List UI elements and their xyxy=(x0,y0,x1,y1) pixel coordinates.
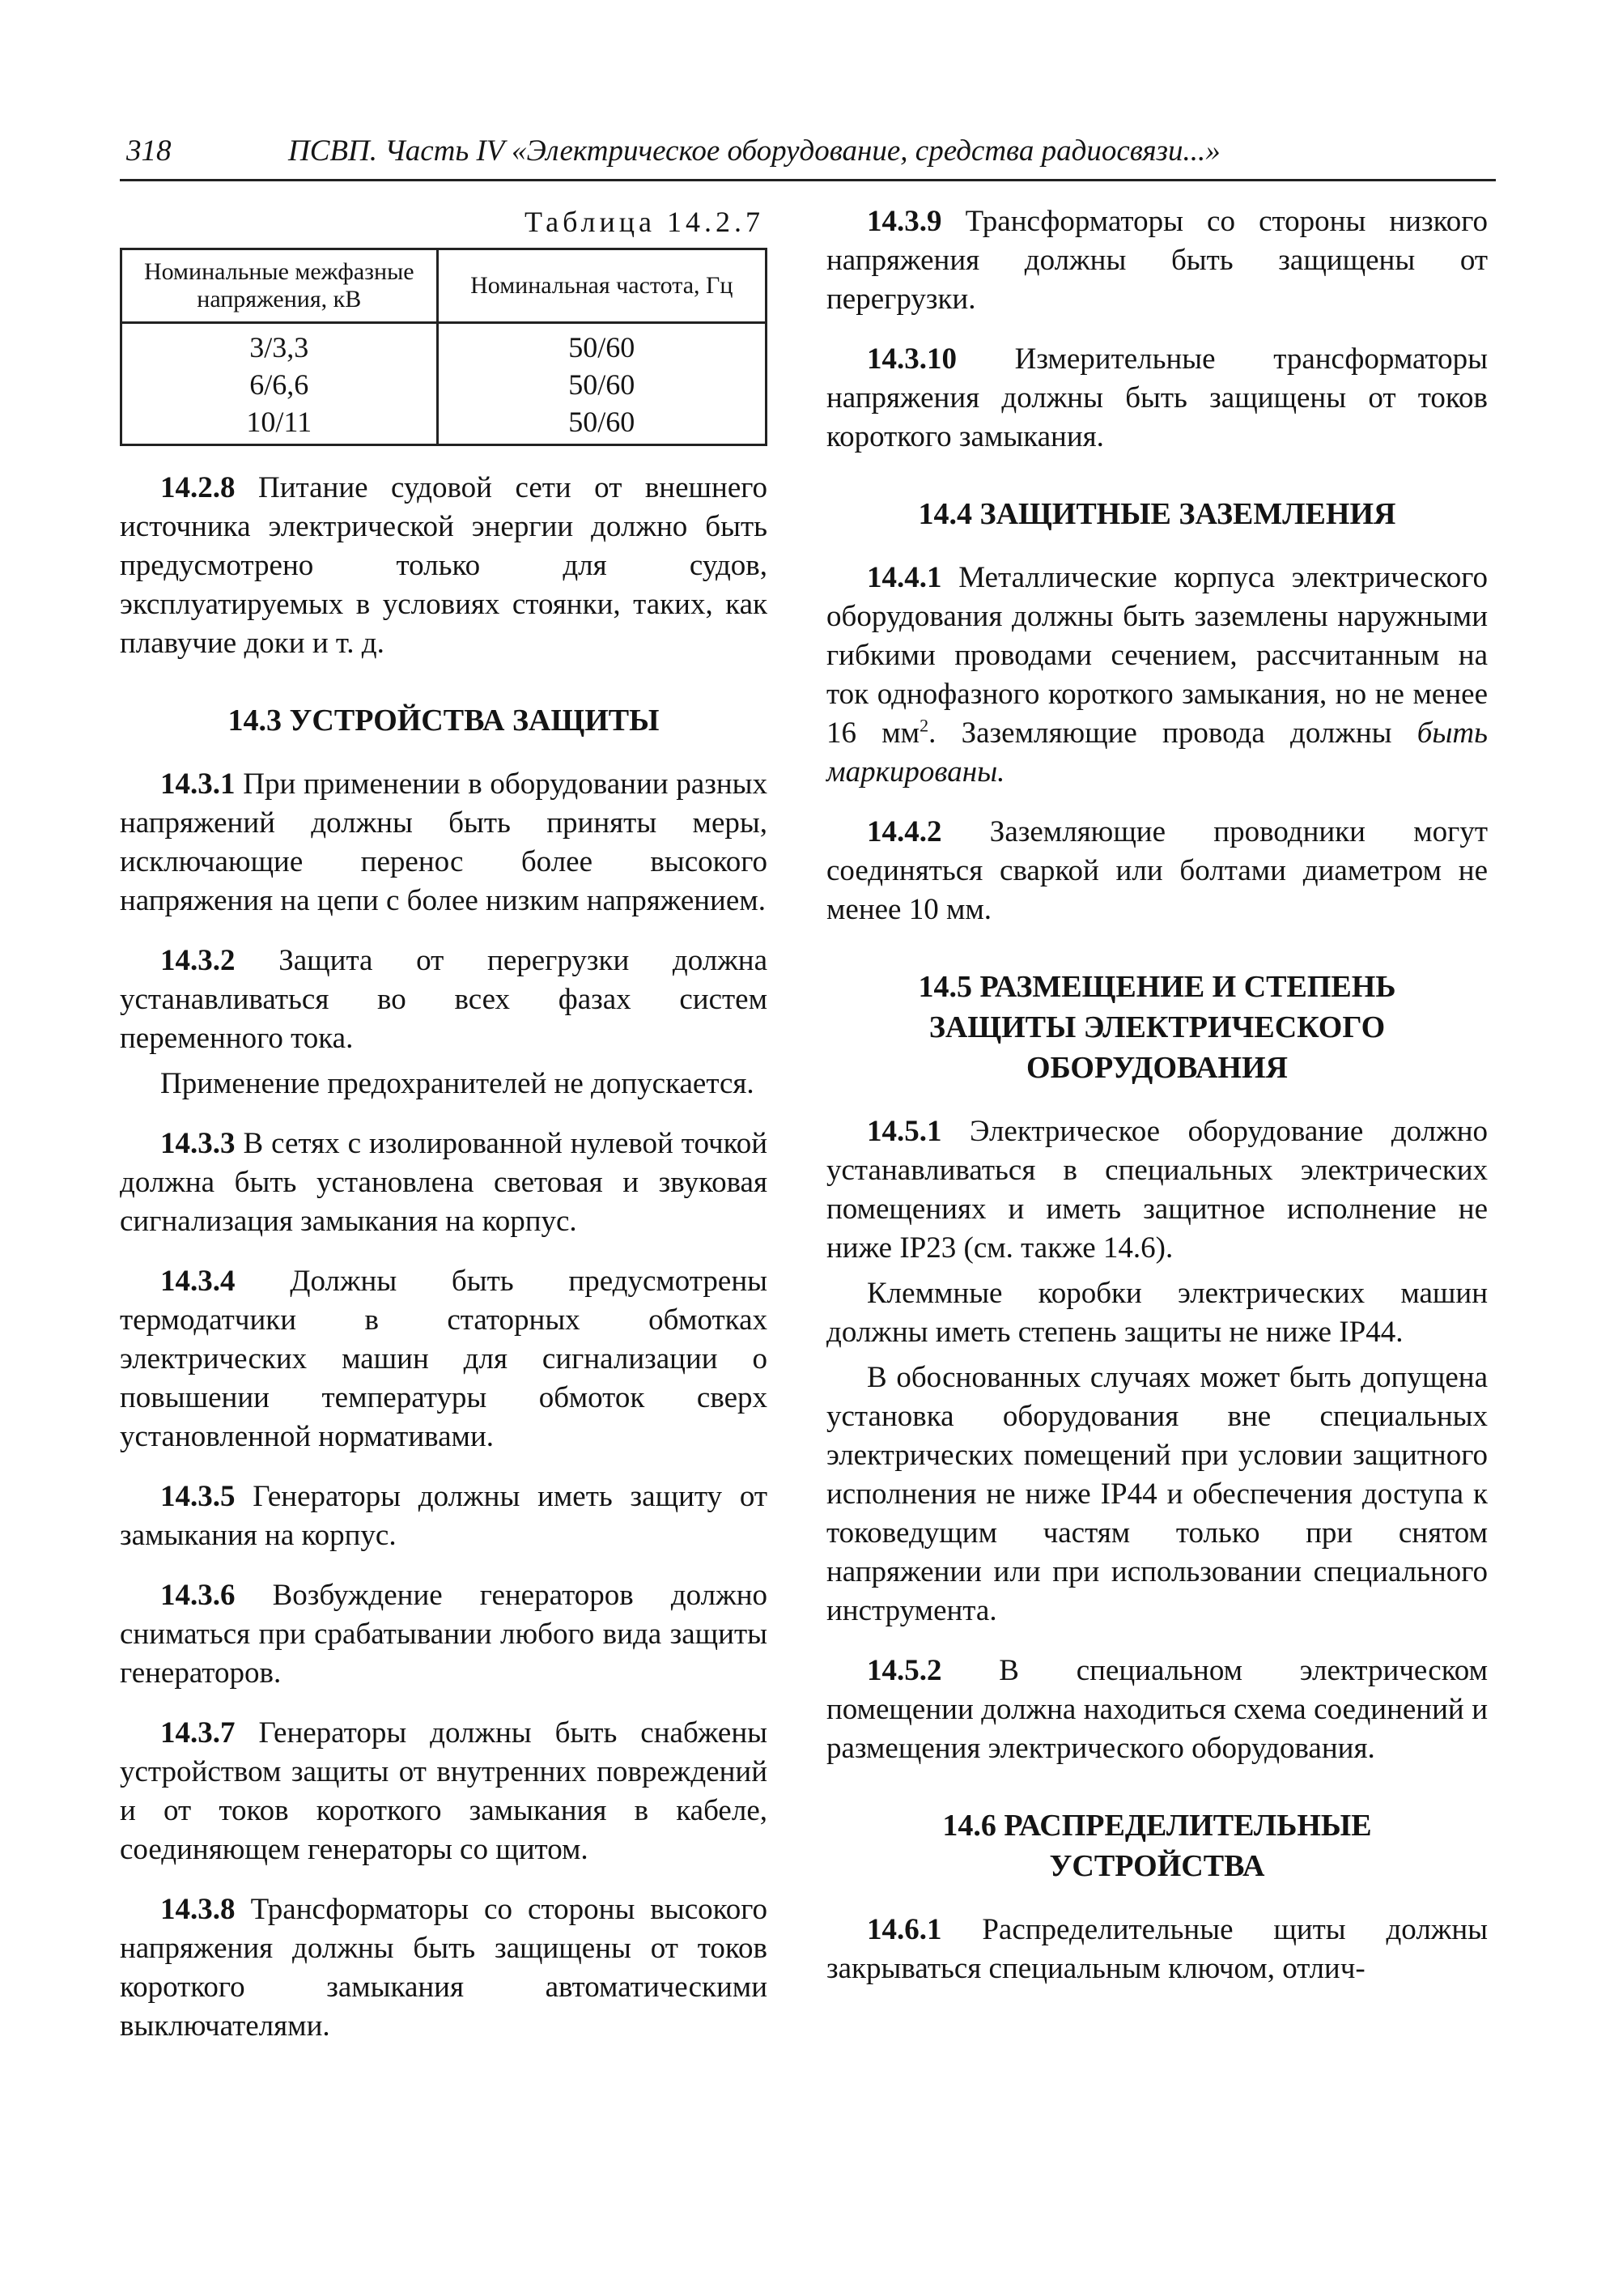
paragraph xyxy=(826,1358,1488,1631)
paragraph-text: Питание судовой сети от внешнего источника электрической энергии должно быть предусмотрено только для судов, эксплуатируемых в условиях стоянки, таких, как плавучие доки и т. д. xyxy=(120,471,767,660)
clause-number: 14.3.10 xyxy=(867,342,957,376)
paragraph-text: Применение предохранителей не допускается. xyxy=(160,1067,754,1100)
paragraph xyxy=(120,942,767,1058)
table-cell: 50/60 xyxy=(437,366,766,403)
paragraph-text: Генераторы должны быть снабжены устройством защиты от внутренних повреждений и от токов короткого замыкания в кабеле, соединяющем генераторы со щитом. xyxy=(120,1716,767,1866)
paragraph xyxy=(826,559,1488,792)
table-cell: 50/60 xyxy=(437,403,766,445)
clause-number: 14.6.1 xyxy=(867,1913,942,1946)
italic-text: быть маркированы. xyxy=(826,716,1488,789)
paragraph xyxy=(826,1911,1488,1988)
paragraph xyxy=(120,1890,767,2046)
page-number: 318 xyxy=(126,134,172,168)
paragraph-text: В специальном электрическом помещении должна находиться схема соединений и размещения электрического оборудования. xyxy=(826,1654,1488,1765)
clause-number: 14.3.4 xyxy=(160,1265,236,1298)
table-row xyxy=(121,366,767,403)
paragraph xyxy=(120,1262,767,1456)
running-header xyxy=(120,134,1496,181)
clause-number: 14.3.6 xyxy=(160,1579,236,1612)
paragraph xyxy=(826,1274,1488,1352)
paragraph xyxy=(826,1652,1488,1768)
paragraph xyxy=(120,1065,767,1103)
paragraph-text: Распределительные щиты должны закрываться специальным ключом, отлич- xyxy=(826,1913,1489,1985)
clause-number: 14.3.1 xyxy=(160,767,236,801)
paragraph xyxy=(826,340,1488,457)
paragraph xyxy=(826,202,1488,319)
left-text-flow xyxy=(120,469,767,2046)
paragraph-text: При применении в оборудовании разных напряжений должны быть приняты меры, исключающие перенос более высокого напряжения на цепи с более низким напряжением. xyxy=(120,767,767,917)
paragraph xyxy=(120,1478,767,1555)
clause-number: 14.4.2 xyxy=(867,815,942,848)
paragraph-text: В сетях с изолированной нулевой точкой должна быть установлена световая и звуковая сигнализация замыкания на корпус. xyxy=(120,1127,767,1238)
clause-number: 14.3.7 xyxy=(160,1716,236,1750)
paragraph-text: Возбуждение генераторов должно сниматься при срабатывании любого вида защиты генераторов. xyxy=(120,1579,767,1690)
paragraph xyxy=(120,1576,767,1693)
paragraph-text: Клеммные коробки электрических машин должны иметь степень защиты не ниже IP44. xyxy=(826,1277,1488,1349)
clause-number: 14.3.2 xyxy=(160,944,236,977)
paragraph-text: Металлические корпуса электрического оборудования должны быть заземлены наружными гибкими проводами сечением, рассчитанным на ток однофазного короткого замыкания, но не менее 16 мм xyxy=(826,561,1488,750)
paragraph-text: Генераторы должны иметь защиту от замыкания на корпус. xyxy=(120,1480,768,1552)
paragraph-text: Измерительные трансформаторы напряжения должны быть защищены от токов короткого замыкания. xyxy=(826,342,1489,453)
paragraph xyxy=(120,469,767,663)
paragraph-text: Электрическое оборудование должно устанавливаться в специальных электрических помещениях и иметь защитное исполнение не ниже IP23 (см. также 14.6). xyxy=(826,1115,1488,1265)
voltage-frequency-table xyxy=(120,248,767,446)
section-heading: 14.6 РАСПРЕДЕЛИТЕЛЬНЫЕ УСТРОЙСТВА xyxy=(942,1809,1372,1883)
clause-number: 14.3.5 xyxy=(160,1480,236,1513)
clause-number: 14.2.8 xyxy=(160,471,236,504)
table-header-row xyxy=(121,249,767,323)
clause-number: 14.3.8 xyxy=(160,1893,236,1926)
clause-number: 14.4.1 xyxy=(867,561,942,594)
clause-number: 14.3.9 xyxy=(867,205,942,238)
paragraph-text: Трансформаторы со стороны высокого напряжения должны быть защищены от токов короткого замыкания автоматическими выключателями. xyxy=(120,1893,767,2043)
paragraph xyxy=(120,1125,767,1241)
table-cell: 3/3,3 xyxy=(121,323,438,367)
table-header-cell: Номинальные межфазные напряжения, кВ xyxy=(121,249,438,323)
paragraph xyxy=(826,813,1488,929)
paragraph-text: Должны быть предусмотрены термодатчики в статорных обмотках электрических машин для сигнализации о повышении температуры обмоток сверх установленной нормативами. xyxy=(120,1265,768,1453)
running-title: ПСВП. Часть IV «Электрическое оборудование, средства радиосвязи...» xyxy=(288,134,1221,168)
superscript: 2 xyxy=(920,715,929,736)
section-heading: 14.4 ЗАЩИТНЫЕ ЗАЗЕМЛЕНИЯ xyxy=(918,497,1396,531)
paragraph xyxy=(826,1112,1488,1268)
table-cell: 10/11 xyxy=(121,403,438,445)
paragraph-text: . Заземляющие провода должны xyxy=(928,716,1417,750)
clause-number: 14.5.1 xyxy=(867,1115,942,1148)
section-heading: 14.3 УСТРОЙСТВА ЗАЩИТЫ xyxy=(227,704,660,738)
table-row xyxy=(121,403,767,445)
paragraph-text: В обоснованных случаях может быть допущена установка оборудования вне специальных электрических помещений при условии защитного исполнения не ниже IP44 и обеспечения доступа к токоведущим частям только при снятом напряжении или при использовании специального инструмента. xyxy=(826,1361,1488,1627)
right-column xyxy=(826,202,1488,2009)
paragraph-text: Заземляющие проводники могут соединяться сваркой или болтами диаметром не менее 10 мм. xyxy=(826,815,1488,926)
clause-number: 14.5.2 xyxy=(867,1654,942,1687)
right-text-flow xyxy=(826,202,1488,1988)
paragraph-text: Трансформаторы со стороны низкого напряжения должны быть защищены от перегрузки. xyxy=(826,205,1488,316)
clause-number: 14.3.3 xyxy=(160,1127,236,1160)
table-row xyxy=(121,323,767,367)
table-cell: 50/60 xyxy=(437,323,766,367)
table-caption: Таблица 14.2.7 xyxy=(525,206,764,238)
section-heading: 14.5 РАЗМЕЩЕНИЕ И СТЕПЕНЬ ЗАЩИТЫ ЭЛЕКТРИЧЕСКОГО ОБОРУДОВАНИЯ xyxy=(918,970,1396,1085)
table-header-cell: Номинальная частота, Гц xyxy=(437,249,766,323)
left-column xyxy=(120,202,767,2067)
paragraph-text: Защита от перегрузки должна устанавливаться во всех фазах систем переменного тока. xyxy=(120,944,768,1055)
paragraph xyxy=(120,1714,767,1869)
paragraph xyxy=(120,765,767,921)
table-cell: 6/6,6 xyxy=(121,366,438,403)
